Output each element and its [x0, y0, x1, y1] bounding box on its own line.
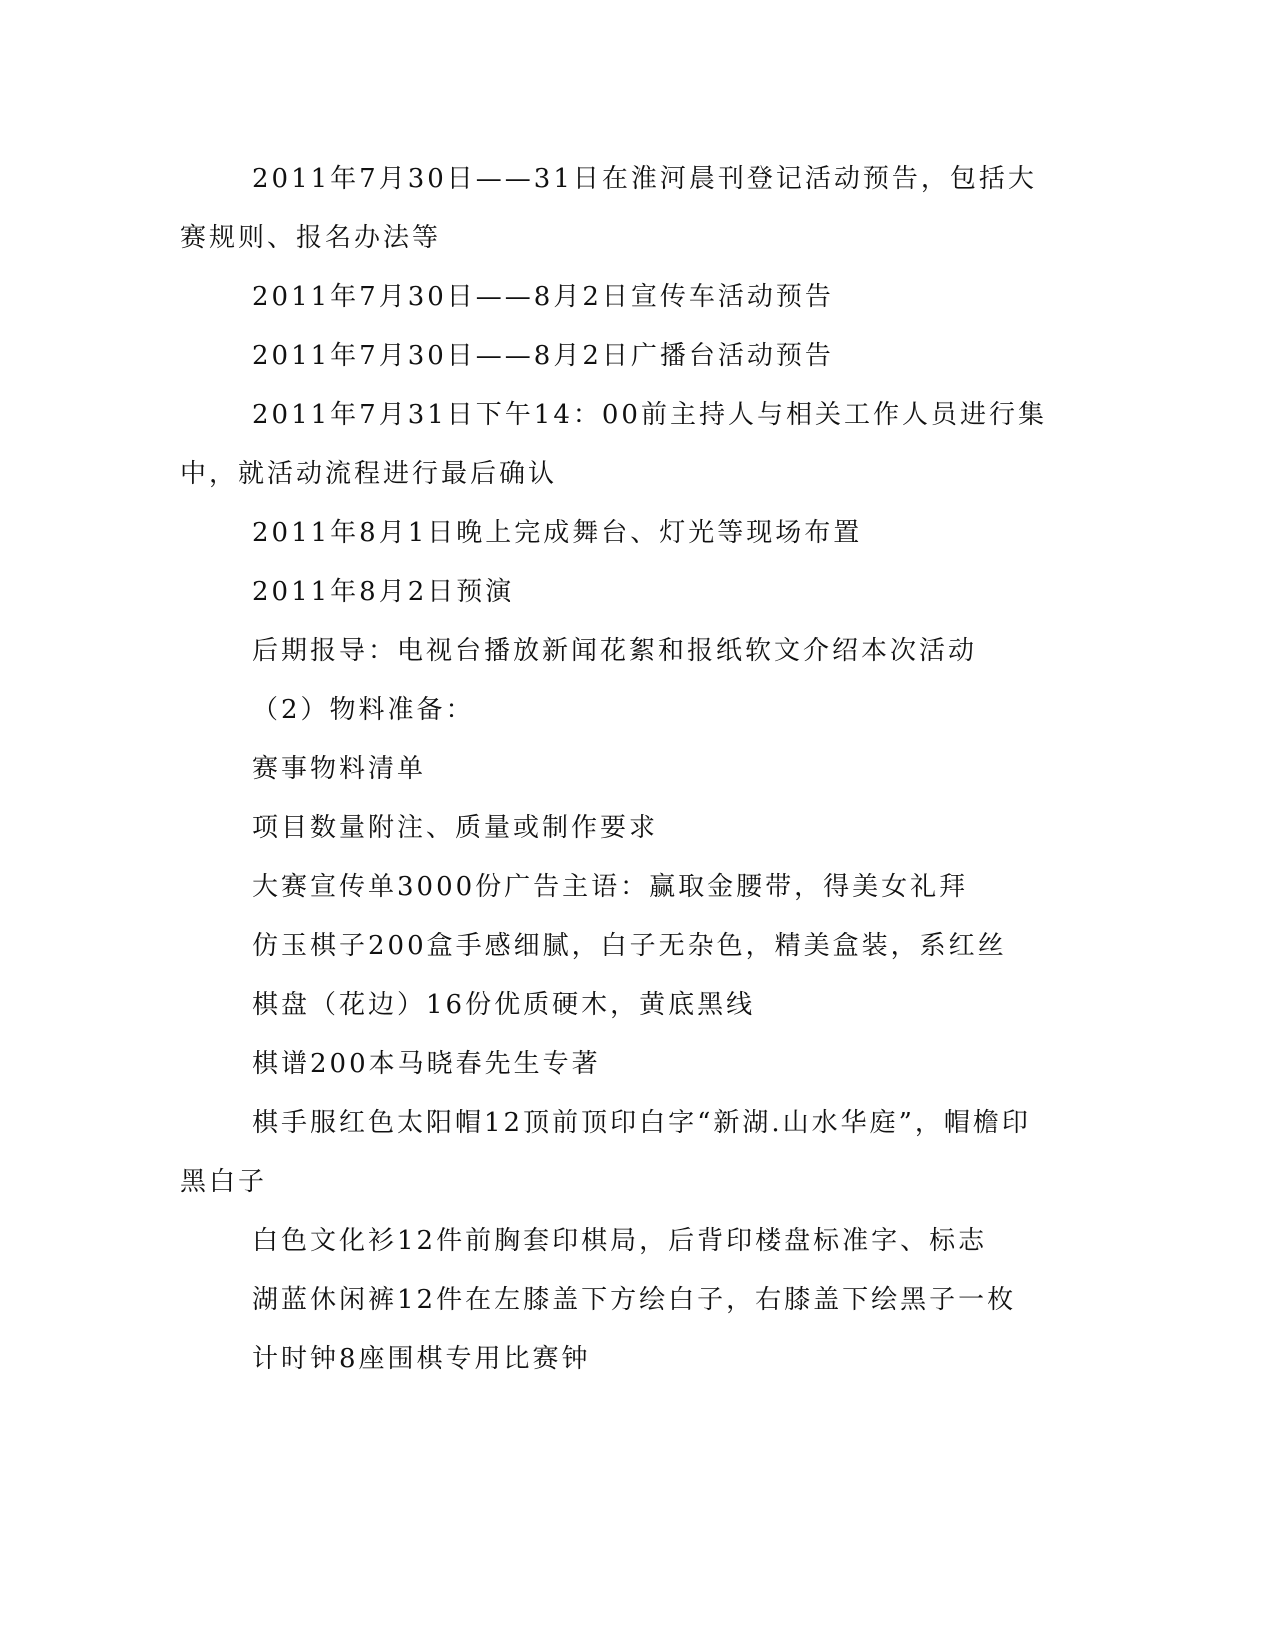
materials-item-flyers: 大赛宣传单3000份广告主语：赢取金腰带，得美女礼拜 [252, 872, 969, 902]
materials-item-hats: 棋手服红色太阳帽12顶前顶印白字“新湖.山水华庭”，帽檐印黑白子 [180, 1108, 1031, 1197]
paragraph-rehearsal: 2011年8月2日预演 [252, 577, 515, 607]
paragraph-promo-vehicle: 2011年7月30日——8月2日宣传车活动预告 [252, 282, 834, 312]
materials-list-header: 项目数量附注、质量或制作要求 [252, 813, 659, 843]
materials-item-boards: 棋盘（花边）16份优质硬木，黄底黑线 [252, 990, 756, 1020]
materials-item-tshirts: 白色文化衫12件前胸套印棋局，后背印楼盘标准字、标志 [252, 1226, 988, 1256]
section-heading-materials: （2）物料准备： [252, 695, 475, 725]
materials-item-clocks: 计时钟8座围棋专用比赛钟 [252, 1344, 591, 1374]
materials-list-title: 赛事物料清单 [252, 754, 427, 784]
paragraph-staff-meeting: 2011年7月31日下午14：00前主持人与相关工作人员进行集中，就活动流程进行最后确认 [180, 400, 1047, 489]
paragraph-newspaper-notice: 2011年7月30日——31日在淮河晨刊登记活动预告，包括大赛规则、报名办法等 [180, 164, 1037, 253]
materials-item-pants: 湖蓝休闲裤12件在左膝盖下方绘白子，右膝盖下绘黑子一枚 [252, 1285, 1017, 1315]
paragraph-post-coverage: 后期报导：电视台播放新闻花絮和报纸软文介绍本次活动 [252, 636, 978, 666]
materials-item-game-records: 棋谱200本马晓春先生专著 [252, 1049, 601, 1079]
materials-item-stones: 仿玉棋子200盒手感细腻，白子无杂色，精美盒装，系红丝 [252, 931, 1007, 961]
paragraph-stage-setup: 2011年8月1日晚上完成舞台、灯光等现场布置 [252, 518, 863, 548]
paragraph-radio-notice: 2011年7月30日——8月2日广播台活动预告 [252, 341, 834, 371]
